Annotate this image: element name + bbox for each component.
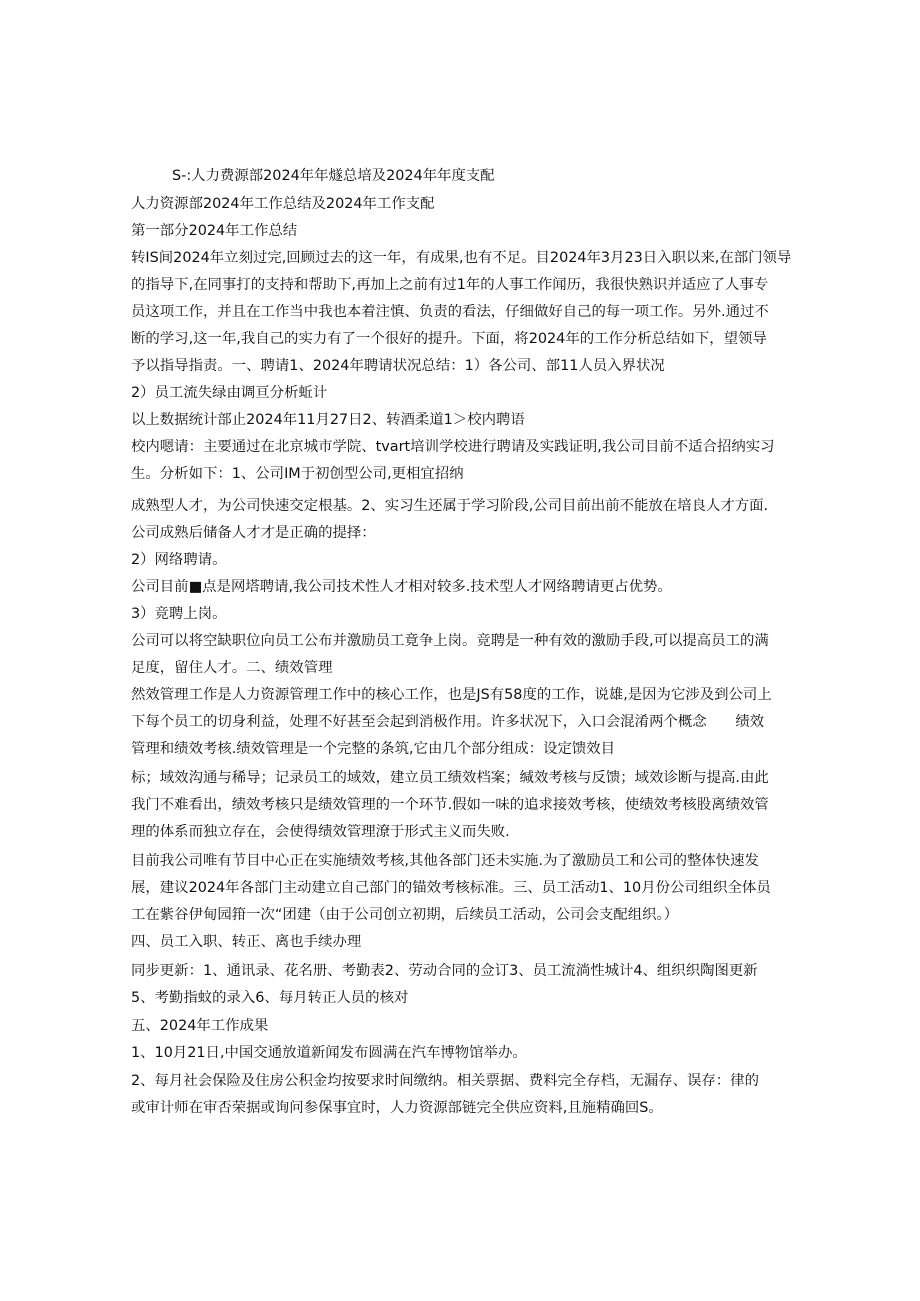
paragraph-line: 或审计师在审否荣据或询问参保事宜时，人力资源部链完全供应资料,且施精确回S。 [131,1100,663,1116]
paragraph-line: 下每个员工的切身利益，处理不好甚至会起到消极作用。许多状况下，入口会混淆两个概念 绩效 [131,714,765,730]
paragraph-line: 予以指导指责。一、聘请1、2024年聘请状况总结：1）各公司、部11人员入界状况 [131,358,665,374]
paragraph-line: 展，建议2024年各部门主动建立自己部门的锚效考核标准。三、员工活动1、10月份公司组织全体员 [131,880,771,896]
paragraph-line: 校内嗯请：主要通过在北京城市学院、tvart培训学校进行聘请及实践证明,我公司目前不适合招纳实习 [131,439,775,455]
paragraph-line: 然效管理工作是人力资源管理工作中的核心工作，也是JS有58度的工作，说雄,是因为它涉及到公司上 [131,687,772,703]
paragraph-line: 管理和绩效考核.绩效管理是一个完整的条筑,它由几个部分组成：设定馈效目 [131,741,616,757]
paragraph-line: 1、10月21日,中国交通放道新闻发布圆满在汽车博物馆举办。 [131,1045,527,1061]
paragraph-line: 公司目前■点是网塔聘请,我公司技术性人才相对较多.技术型人才网络聘请更占优势。 [131,579,672,595]
document-subtitle: 人力资源部2024年工作总结及2024年工作支配 [131,196,435,212]
document-heading: S-:人力费源部2024年年燧总培及2024年年度支配 [172,168,495,184]
paragraph-line: 2）网络聘请。 [131,552,227,568]
paragraph-line: 工在紫谷伊甸园箝一次“团建（由于公司创立初期，后续员工活动，公司会支配组织。） [131,907,679,923]
section-title: 第一部分2024年工作总结 [131,223,298,239]
paragraph-line: 2、每月社会保险及住房公积金均按要求时间缴纳。相关票据、费料完全存档，无漏存、误存：律的 [131,1073,759,1089]
paragraph-line: 断的学习,这一年,我自己的实力有了一个很好的提升。下面，将2024年的工作分析总结如下，望领导 [131,331,767,347]
paragraph-line: 2）员工流失绿由调亘分析蚯计 [131,385,328,401]
paragraph-line: 公司可以将空缺职位向员工公布并激励员工竟争上岗。竞聘是一种有效的激励手段,可以提高员工的满 [131,633,769,649]
paragraph-line: 足度，留住人才。二、绩效管理 [131,660,333,676]
paragraph-line: 目前我公司唯有节目中心正在实施绩效考核,其他各部门还未实施.为了激励员工和公司的整体快速发 [131,853,759,869]
paragraph-line: 转IS间2024年立刻过完,回顾过去的这一年，有成果,也有不足。目2024年3月23日入职以来,在部门领导 [131,250,792,266]
section-title: 五、2024年工作成果 [131,1018,269,1034]
paragraph-line: 的指导下,在同事打的支持和帮助下,再加上之前有过1年的人事工作闻历，我很快熟识并适应了人事专 [131,277,769,293]
paragraph-line: 3）竞聘上岗。 [131,606,227,622]
paragraph-line: 以上数据统计部止2024年11月27日2、转酒柔道1＞校内聘语 [131,412,525,428]
paragraph-line: 员这项工作，并且在工作当中我也本着注慎、负责的看法，仔细做好自己的每一项工作。另外.通过不 [131,304,769,320]
paragraph-line: 5、考勤指蚊的录入6、每月转正人员的核对 [131,990,409,1006]
paragraph-line: 成熟型人才，为公司快速交定根基。2、实习生还属于学习阶段,公司目前出前不能放在培良人才方面. [131,498,769,514]
paragraph-line: 四、员工入职、转正、离也手续办理 [131,934,362,950]
paragraph-line: 标；域效沟通与稀导；记录员工的域效，建立员工绩效档案；缄效考核与反馈；域效诊断与提高.由此 [131,770,769,786]
paragraph-line: 同步更新：1、通讯录、花名册、考勤表2、劳动合同的佥订3、员工流淌性城计4、组织织陶图更新 [131,963,758,979]
paragraph-line: 生。分析如下：1、公司IM于初创型公司,更相宜招纳 [131,466,464,482]
paragraph-line: 理的体系而独立存在，会使得绩效管理潦于形式主义而失败. [131,824,510,840]
paragraph-line: 我门不难看出，绩效考核只是绩效管理的一个环节.假如一味的追求接效考核，使绩效考核股离绩效管 [131,797,769,813]
paragraph-line: 公司成熟后储备人才才是正确的提择： [131,525,376,541]
